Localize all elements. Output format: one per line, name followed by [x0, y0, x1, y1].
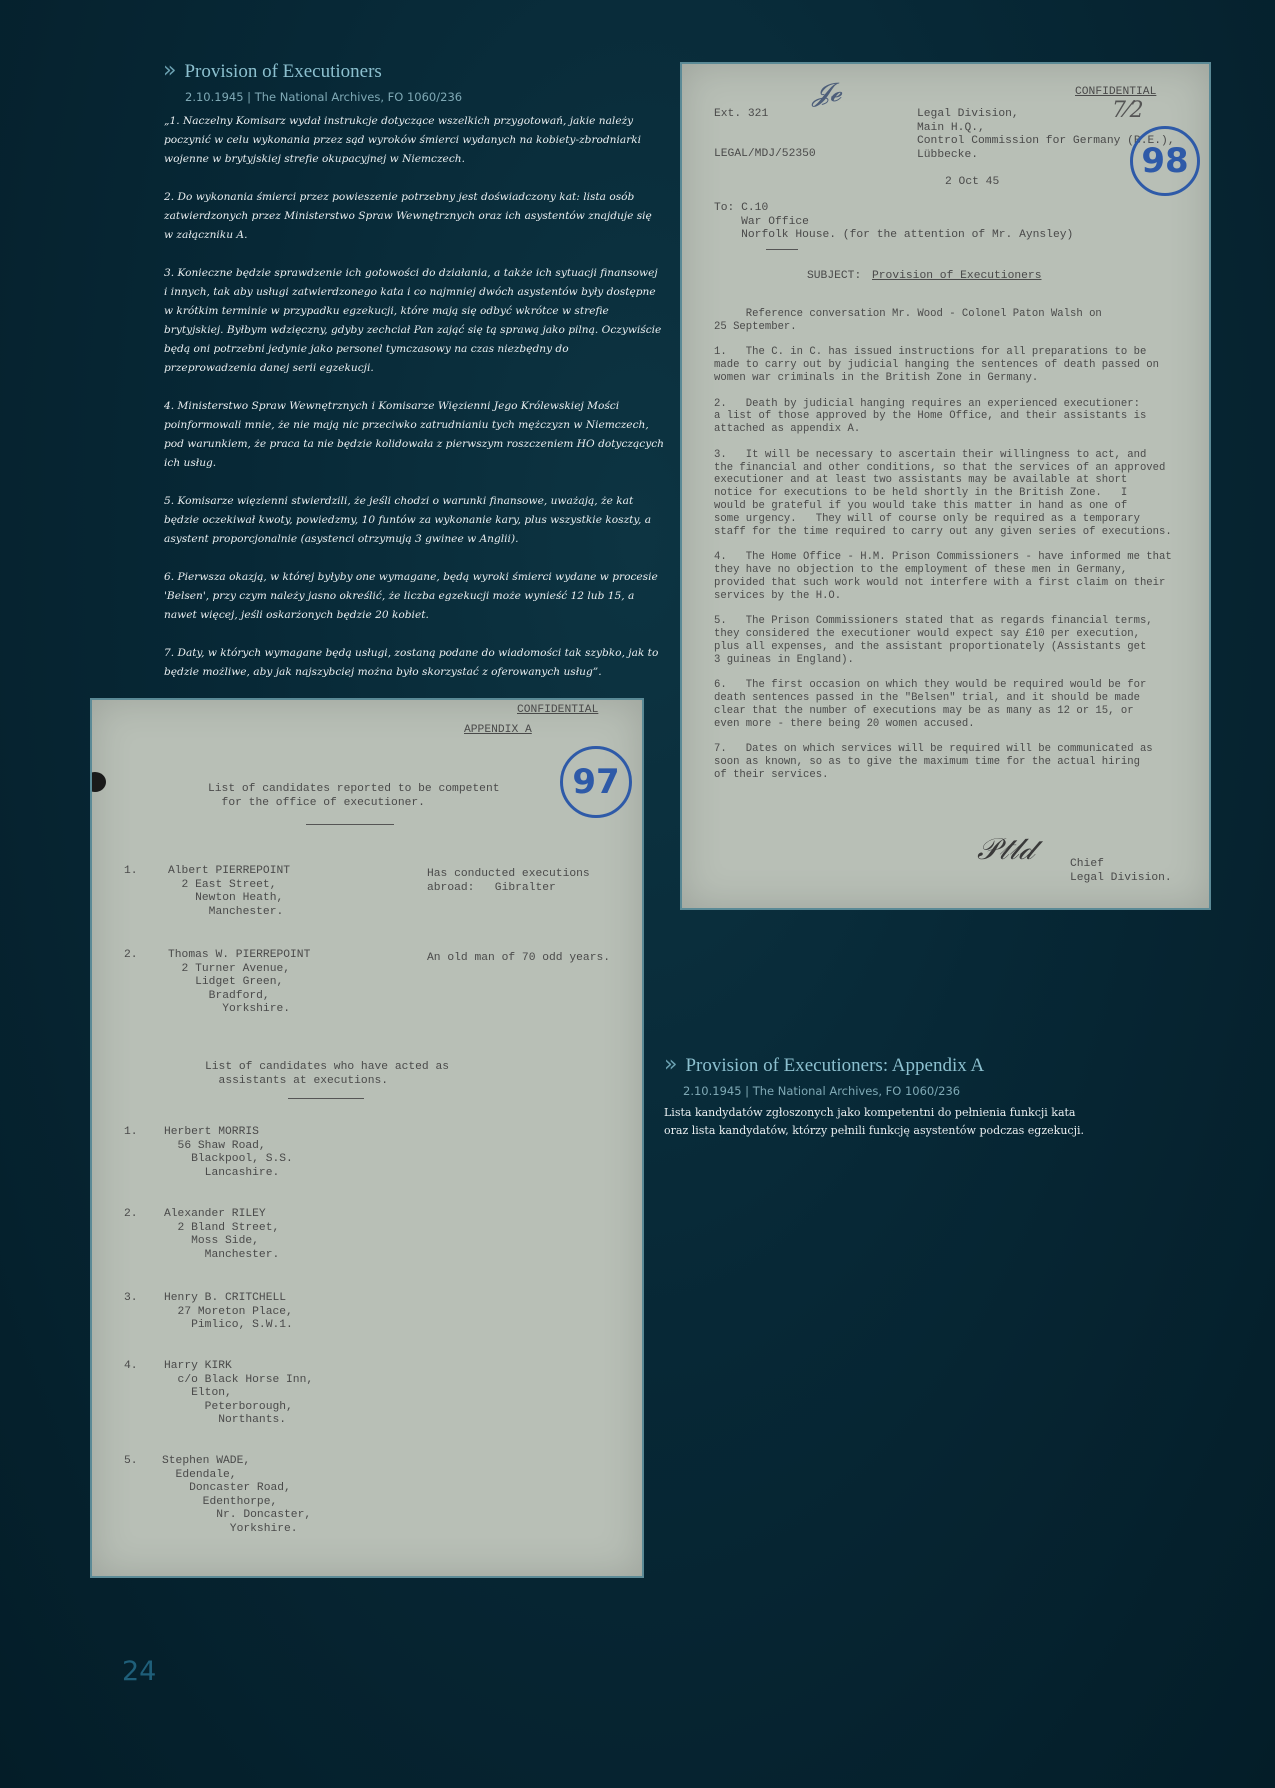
divider: [306, 824, 394, 825]
assistant-3: Henry B. CRITCHELL 27 Moreton Place, Pimlico, S.W.1.: [164, 1292, 293, 1331]
list-number: 3.: [124, 1292, 138, 1304]
folio-stamp: 98: [1130, 126, 1200, 196]
section-heading-provision: [163, 58, 382, 83]
signature: 𝒫𝓉𝓁𝒹: [977, 832, 1034, 867]
handwritten-file-number: 7⁄2: [1112, 98, 1144, 123]
executioner-2: Thomas W. PIERREPOINT 2 Turner Avenue, Lidget Green, Bradford, Yorkshire.: [168, 949, 311, 1015]
letter-date: 2 Oct 45: [945, 176, 1000, 188]
appendix-description: Lista kandydatów zgłoszonych jako kompetentni do pełnienia funkcji kata oraz lista kandydatów, którzy pełnili funkcję asystentów podczas egzekucji.: [664, 1106, 1084, 1137]
confidential-label: CONFIDENTIAL: [517, 704, 599, 716]
section-title: Provision of Executioners: Appendix A: [685, 1055, 985, 1076]
assistant-5: Stephen WADE, Edendale, Doncaster Road, Edenthorpe, Nr. Doncaster, Yorkshire.: [162, 1455, 312, 1535]
executioner-1: Albert PIERREPOINT 2 East Street, Newton Heath, Manchester.: [168, 865, 291, 918]
page-number: 24: [122, 1656, 157, 1687]
paragraph-6: 6. Pierwsza okazją, w której byłyby one wymagane, będą wyroki śmierci wydane w procesie 'Belsen', przy czym należy jasno określić, że liczba egzekucji może wynieść 12 lub 15, a nawet więcej, jeśli oskarżonych będzie 20 kobiet.: [164, 571, 658, 621]
section-meta: 2.10.1945 | The National Archives, FO 1060/236: [683, 1084, 961, 1098]
executioners-heading: List of candidates reported to be competent for the office of executioner.: [208, 783, 500, 809]
paragraph-2: 2. Do wykonania śmierci przez powieszenie potrzebny jest doświadczony kat: lista osób zatwierdzonych przez Ministerstwo Spraw Wewnętrznych oraz ich asystentów znajduje się w załączniku A.: [164, 191, 652, 241]
folio-stamp: 97: [560, 746, 632, 818]
letter-signoff: Chief Legal Division.: [1070, 858, 1172, 884]
letter-address: Legal Division, Main H.Q., Control Commission for Germany (B.E.), Lübbecke.: [917, 108, 1175, 161]
confidential-label: CONFIDENTIAL: [1075, 86, 1157, 98]
divider: [766, 249, 798, 250]
section-heading-appendix: [664, 1052, 984, 1077]
assistants-heading: List of candidates who have acted as assistants at executions.: [205, 1061, 450, 1087]
double-chevron-right-icon: »: [664, 1052, 678, 1077]
assistant-2: Alexander RILEY 2 Bland Street, Moss Side, Manchester.: [164, 1208, 280, 1261]
section-meta: 2.10.1945 | The National Archives, FO 1060/236: [185, 90, 463, 104]
executioner-2-note: An old man of 70 odd years.: [427, 952, 611, 964]
divider: [288, 1098, 364, 1099]
letter-recipient: To: C.10 War Office Norfolk House. (for the attention of Mr. Aynsley): [714, 202, 1074, 241]
section-title: Provision of Executioners: [184, 61, 382, 82]
double-chevron-right-icon: »: [163, 58, 177, 83]
letter-body: Reference conversation Mr. Wood - Colonel Paton Walsh on 25 September. 1. The C. in C. has issued instructions for all preparations to be made to carry out by judicial hanging the sentences of death passed on women war criminals in the British Zone in Germany. 2. Death by judicial hanging requires an experienced executioner: a list of those approved by the Home Office, and their assistants is attached as appendix A. 3. It will be necessary to ascertain their willingness to act, and the financial and other conditions, so that the services of an approved executioner and at least two assistants may be available at short notice for executions to be held shortly in the British Zone. I would be grateful if you would take this matter in hand as one of some urgency. They will of course only be required as a temporary staff for the time required to carry out any given series of executions. 4. The Home Office - H.M. Prison Commissioners - have informed me that they have no objection to the employment of these men in Germany, provided that such work would not interfere with a first claim on their services by the H.O. 5. The Prison Commissioners stated that as regards financial terms, they considered the executioner would expect say £10 per execution, plus all expenses, and the assistant proportionately (Assistants get 3 guineas in England). 6. The first occasion on which they would be required would be for death sentences passed in the "Belsen" trial, and it should be made clear that the number of executions may be as many as 12 or 15, or even more - there being 20 women accused. 7. Dates on which services will be required will be communicated as soon as known, so as to give the maximum time for the actual hiring of their services.: [714, 308, 1172, 781]
section-body: [164, 112, 664, 701]
assistant-4: Harry KIRK c/o Black Horse Inn, Elton, Peterborough, Northants.: [164, 1360, 314, 1426]
subject-label: SUBJECT:: [807, 270, 862, 282]
paper-tear: [90, 772, 106, 792]
list-number: 2.: [124, 949, 138, 961]
paragraph-3: 3. Konieczne będzie sprawdzenie ich gotowości do działania, a także ich sytuacji finansowej i innych, tak aby usługi zatwierdzonego kata i co najmniej dwóch asystentów były dostępne w krótkim terminie w przypadku egzekucji, które mają się odbyć wkrótce w strefie brytyjskiej. Byłbym wdzięczny, gdyby zechciał Pan zająć się tą sprawą jako pilną. Oczywiście będą oni potrzebni jedynie jako personel tymczasowy na czas niezbędny do przeprowadzenia danej serii egzekucji.: [164, 267, 662, 374]
list-number: 2.: [124, 1208, 138, 1220]
ref-legal: LEGAL/MDJ/52350: [714, 148, 816, 160]
paragraph-4: 4. Ministerstwo Spraw Wewnętrznych i Komisarze Więzienni Jego Królewskiej Mości poinformowali mnie, że nie mają nic przeciwko zatrudnianiu tych mężczyzn w Niemczech, pod warunkiem, że praca ta nie będzie kolidowała z pierwszym roszczeniem HO dotyczących ich usług.: [164, 400, 664, 469]
list-number: 5.: [124, 1455, 138, 1467]
appendix-label: APPENDIX A: [464, 724, 532, 736]
assistant-1: Herbert MORRIS 56 Shaw Road, Blackpool, S.S. Lancashire.: [164, 1126, 293, 1179]
list-number: 1.: [124, 1126, 138, 1138]
paragraph-5: 5. Komisarze więzienni stwierdzili, że jeśli chodzi o warunki finansowe, uważają, że kat będzie oczekiwał kwoty, powiedzmy, 10 funtów za wykonanie kary, plus wszystkie koszty, a asystent proporcjonalnie (asystenci otrzymują 3 gwinee w Anglii).: [164, 495, 652, 545]
list-number: 4.: [124, 1360, 138, 1372]
handwritten-initials: 𝓙𝓮: [812, 78, 842, 108]
list-number: 1.: [124, 865, 138, 877]
ref-ext: Ext. 321: [714, 108, 769, 120]
document-scan-letter: [680, 62, 1211, 910]
executioner-1-note: Has conducted executions abroad: Gibralter: [427, 868, 590, 894]
paragraph-7: 7. Daty, w których wymagane będą usługi, zostaną podane do wiadomości tak szybko, jak to będzie możliwe, aby jak najszybciej można było skorzystać z oferowanych usług”.: [164, 647, 659, 678]
paragraph-1: „1. Naczelny Komisarz wydał instrukcje dotyczące wszelkich przygotowań, jakie należy poczynić w celu wykonania przez sąd wyroków śmierci wydanych na kobiety-zbrodniarki wojenne w brytyjskiej strefie okupacyjnej w Niemczech.: [164, 115, 642, 165]
subject-text: Provision of Executioners: [872, 270, 1042, 282]
document-scan-appendix: [90, 698, 644, 1578]
